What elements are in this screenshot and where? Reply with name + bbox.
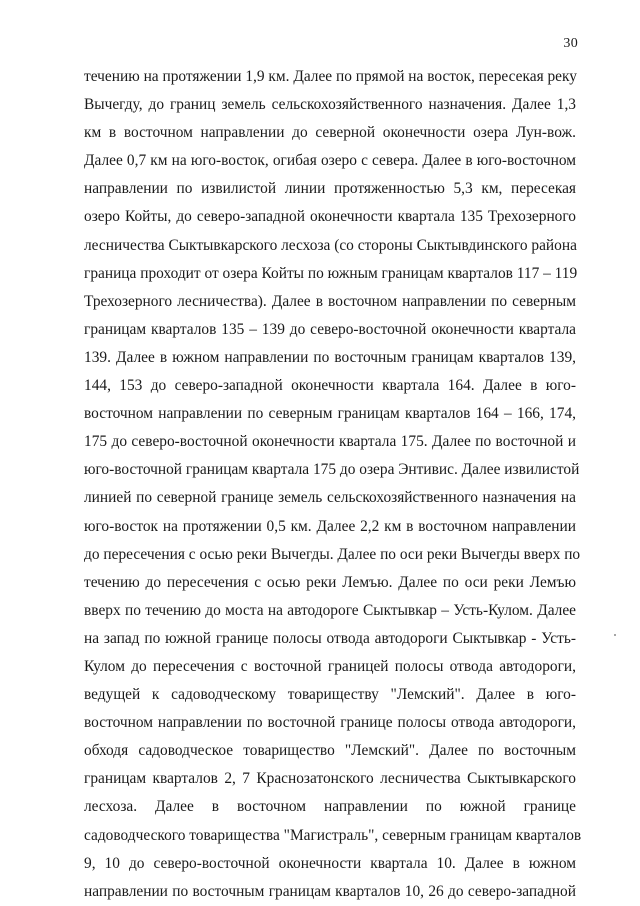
text-line: Трехозерного лесничества). Далее в восточном направлении по северным xyxy=(84,292,576,310)
text-line: границам кварталов 2, 7 Краснозатонского лесничества Сыктывкарского xyxy=(84,770,576,788)
text-line: 139. Далее в южном направлении по восточным границам кварталов 139, xyxy=(84,348,576,366)
text-line: ведущей к садоводческому товариществу "Лемский". Далее в юго- xyxy=(84,686,576,704)
text-line: границам кварталов 135 – 139 до северо-восточной оконечности квартала xyxy=(84,320,576,338)
text-line: Далее 0,7 км на юго-восток, огибая озеро с севера. Далее в юго-восточном xyxy=(84,152,576,170)
text-line: садоводческого товарищества "Магистраль", северным границам кварталов xyxy=(84,826,582,844)
text-line: вверх по течению до моста на автодороге Сыктывкар – Усть-Кулом. Далее xyxy=(84,601,576,619)
text-line: лесхоза. Далее в восточном направлении по южной границе xyxy=(84,798,576,816)
text-line: линией по северной границе земель сельскохозяйственного назначения на xyxy=(84,489,576,507)
text-line: Кулом до пересечения с восточной границей полосы отвода автодороги, xyxy=(84,657,576,675)
body-text xyxy=(84,63,582,906)
text-line: направлении по восточным границам кварталов 10, 26 до северо-западной xyxy=(84,882,576,900)
text-line: озеро Койты, до северо-западной оконечности квартала 135 Трехозерного xyxy=(84,208,576,226)
text-line: на запад по южной границе полосы отвода автодороги Сыктывкар - Усть- xyxy=(84,629,576,647)
page-number: 30 xyxy=(563,36,578,51)
text-line: направлении по извилистой линии протяженностью 5,3 км, пересекая xyxy=(84,180,576,198)
text-line: юго-восток на протяжении 0,5 км. Далее 2,2 км в восточном направлении xyxy=(84,517,576,535)
text-line: течению на протяжении 1,9 км. Далее по прямой на восток, пересекая реку xyxy=(84,68,577,85)
text-line: лесничества Сыктывкарского лесхоза (со стороны Сыктывдинского района xyxy=(84,236,577,254)
text-line: 144, 153 до северо-западной оконечности квартала 164. Далее в юго- xyxy=(84,377,576,395)
text-line: 9, 10 до северо-восточной оконечности квартала 10. Далее в южном xyxy=(84,854,576,872)
scan-speck xyxy=(614,634,616,636)
text-line: Вычегду, до границ земель сельскохозяйственного назначения. Далее 1,3 xyxy=(84,96,576,114)
text-line: км в восточном направлении до северной оконечности озера Лун-вож. xyxy=(84,124,576,142)
text-line: 175 до северо-восточной оконечности квартала 175. Далее по восточной и xyxy=(84,433,576,451)
text-line: юго-восточной границам квартала 175 до озера Энтивис. Далее извилистой xyxy=(84,461,580,479)
text-line: граница проходит от озера Койты по южным границам кварталов 117 – 119 xyxy=(84,264,578,282)
text-line: течению до пересечения с осью реки Лемъю. Далее по оси реки Лемъю xyxy=(84,573,576,591)
text-line: восточном направлении по восточной границе полосы отвода автодороги, xyxy=(84,714,576,732)
text-line: восточном направлении по северным границам кварталов 164 – 166, 174, xyxy=(84,405,576,423)
text-line: обходя садоводческое товарищество "Лемский". Далее по восточным xyxy=(84,742,576,760)
text-line: до пересечения с осью реки Вычегды. Далее по оси реки Вычегды вверх по xyxy=(84,545,581,563)
